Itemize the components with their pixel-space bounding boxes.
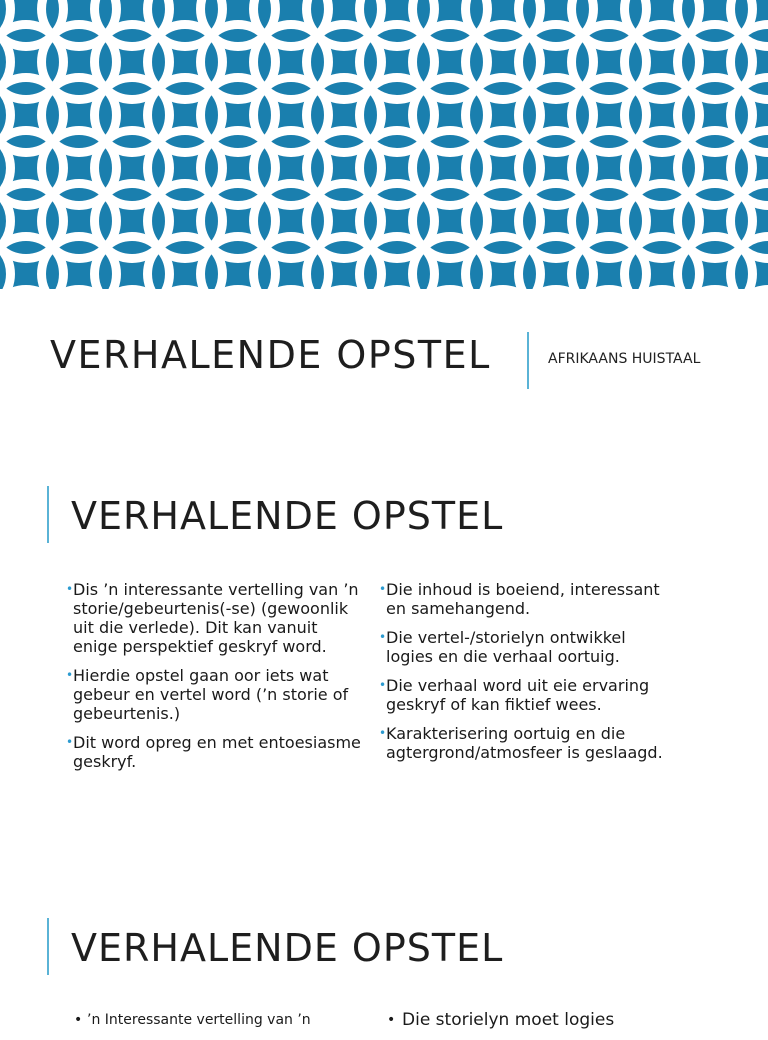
heading-accent-bar xyxy=(47,918,49,975)
list-item: • Die verhaal word uit eie ervaring geskryf of kan fiktief wees. xyxy=(379,676,650,714)
list-item: • Hierdie opstel gaan oor iets wat gebeur en vertel word (’n storie of gebeurtenis.) xyxy=(66,666,349,723)
section-heading: VERHALENDE OPSTEL xyxy=(71,494,504,538)
bullet-list-left xyxy=(66,580,362,781)
bullet-icon: • xyxy=(379,678,387,692)
title-divider xyxy=(527,332,529,389)
bullet-icon: • xyxy=(379,726,387,740)
bullet-list-right xyxy=(387,1011,667,1040)
bullet-list-left xyxy=(74,1011,354,1040)
bullet-list-right xyxy=(379,580,669,772)
list-item: • ’n Interessante vertelling van ’n xyxy=(74,1012,311,1028)
list-item: • Karakterisering oortuig en die agtergrond/atmosfeer is geslaagd. xyxy=(379,724,663,762)
list-item: • Dit word opreg en met entoesiasme geskryf. xyxy=(66,733,361,771)
slide-title: VERHALENDE OPSTEL xyxy=(50,333,491,377)
patterned-banner xyxy=(0,0,768,289)
bullet-icon: • xyxy=(379,582,387,596)
bullet-icon: • xyxy=(379,630,387,644)
bullet-icon: • xyxy=(66,582,74,596)
bullet-icon: • xyxy=(66,735,74,749)
interlocking-circle-pattern xyxy=(0,0,768,289)
bullet-icon: • xyxy=(74,1012,83,1028)
slide-subtitle: AFRIKAANS HUISTAAL xyxy=(548,351,701,367)
list-item: • Die vertel-/storielyn ontwikkel logies en die verhaal oortuig. xyxy=(379,628,626,666)
list-item: • Dis ’n interessante vertelling van ’n storie/gebeurtenis(-se) (gewoonlik uit die verlede). Dit kan vanuit enige perspektief geskryf word. xyxy=(66,580,359,656)
bullet-icon: • xyxy=(387,1012,396,1028)
list-item: • Die inhoud is boeiend, interessant en samehangend. xyxy=(379,580,660,618)
heading-accent-bar xyxy=(47,486,49,543)
list-item: • Die storielyn moet logies xyxy=(387,1010,615,1030)
bullet-icon: • xyxy=(66,668,74,682)
section-heading: VERHALENDE OPSTEL xyxy=(71,926,504,970)
